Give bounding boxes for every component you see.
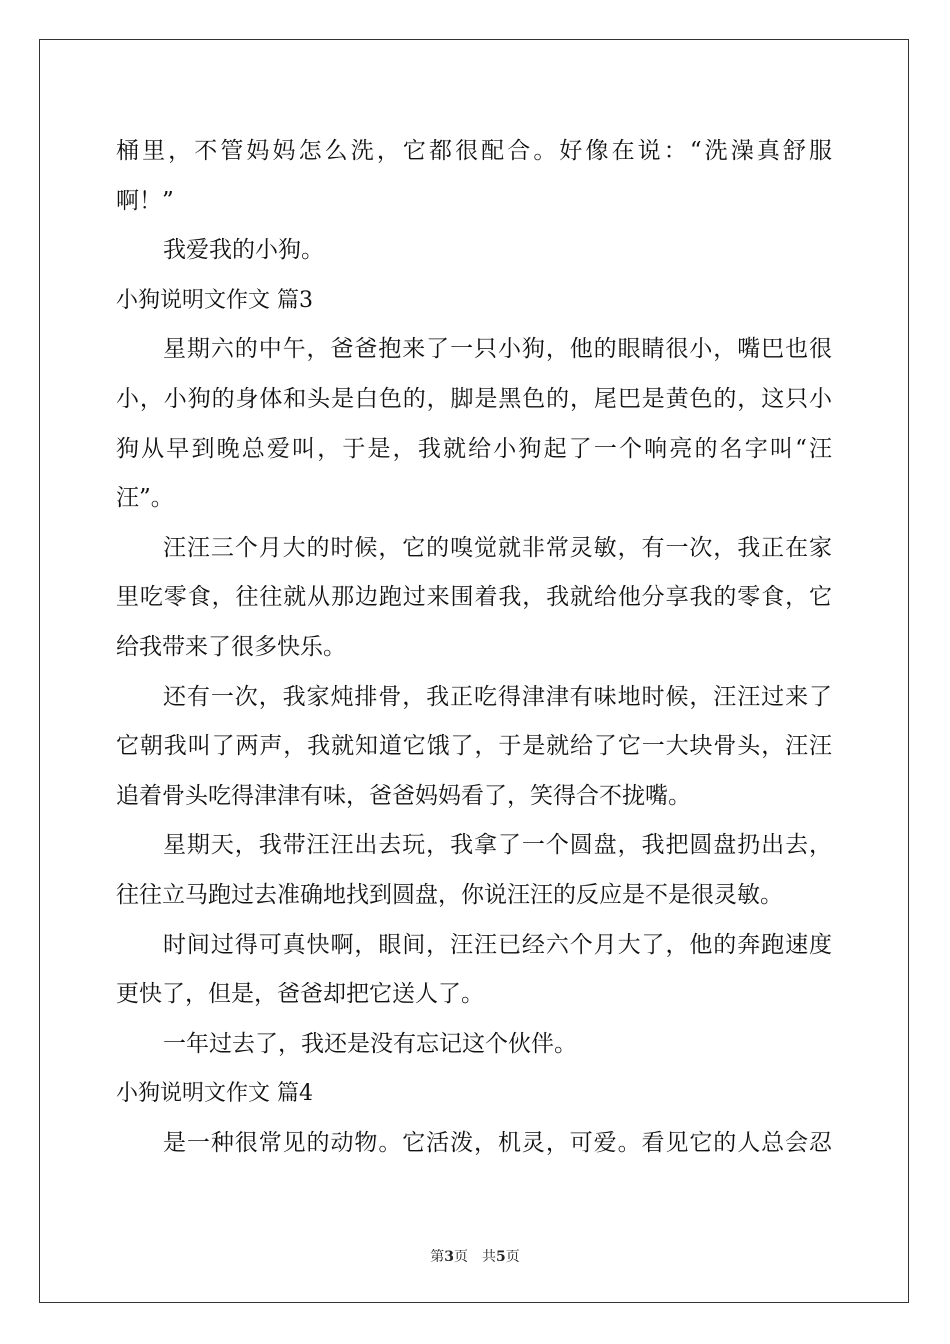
text-line: 一年过去了，我还是没有忘记这个伙伴。 (163, 1030, 577, 1057)
text-line: 桶里，不管妈妈怎么洗，它都很配合。好像在说：“洗澡真舒服 (116, 138, 832, 164)
page-footer (0, 1246, 950, 1266)
current-page-number: 3 (444, 1249, 454, 1265)
text-line: 小，小狗的身体和头是白色的，脚是黑色的，尾巴是黄色的，这只小 (116, 385, 832, 412)
text-line: 时间过得可真快啊，眼间，汪汪已经六个月大了，他的奔跑速度 (163, 931, 832, 958)
text-line: 汪”。 (116, 485, 174, 512)
text-line: 是一种很常见的动物。它活泼，机灵，可爱。看见它的人总会忍 (163, 1129, 832, 1156)
total-page-number: 5 (496, 1249, 506, 1265)
text-line: 它朝我叫了两声，我就知道它饿了，于是就给了它一大块骨头，汪汪 (116, 733, 832, 760)
text-line: 还有一次，我家炖排骨，我正吃得津津有味地时候，汪汪过来了 (163, 683, 832, 710)
text-line: 追着骨头吃得津津有味，爸爸妈妈看了，笑得合不拢嘴。 (116, 782, 691, 809)
document-body (116, 127, 832, 1168)
footer-prefix: 第 (430, 1249, 445, 1265)
footer-middle: 页 共 (454, 1249, 496, 1265)
text-line: 我爱我的小狗。 (163, 237, 324, 264)
section-heading: 小狗说明文作文 篇3 (116, 287, 313, 313)
text-line: 更快了，但是，爸爸却把它送人了。 (116, 981, 484, 1008)
text-line: 星期天，我带汪汪出去玩，我拿了一个圆盘，我把圆盘扔出去， (163, 832, 832, 859)
text-line: 啊！” (116, 187, 174, 214)
footer-suffix: 页 (505, 1249, 520, 1265)
text-line: 往往立马跑过去准确地找到圆盘，你说汪汪的反应是不是很灵敏。 (116, 881, 783, 908)
text-line: 汪汪三个月大的时候，它的嗅觉就非常灵敏，有一次，我正在家 (163, 534, 832, 561)
text-line: 狗从早到晚总爱叫，于是，我就给小狗起了一个响亮的名字叫“汪 (116, 435, 832, 462)
text-line: 星期六的中午，爸爸抱来了一只小狗，他的眼睛很小，嘴巴也很 (163, 336, 832, 363)
section-heading: 小狗说明文作文 篇4 (116, 1081, 313, 1107)
text-line: 里吃零食，往往就从那边跑过来围着我，我就给他分享我的零食，它 (116, 584, 832, 611)
text-line: 给我带来了很多快乐。 (116, 633, 346, 660)
